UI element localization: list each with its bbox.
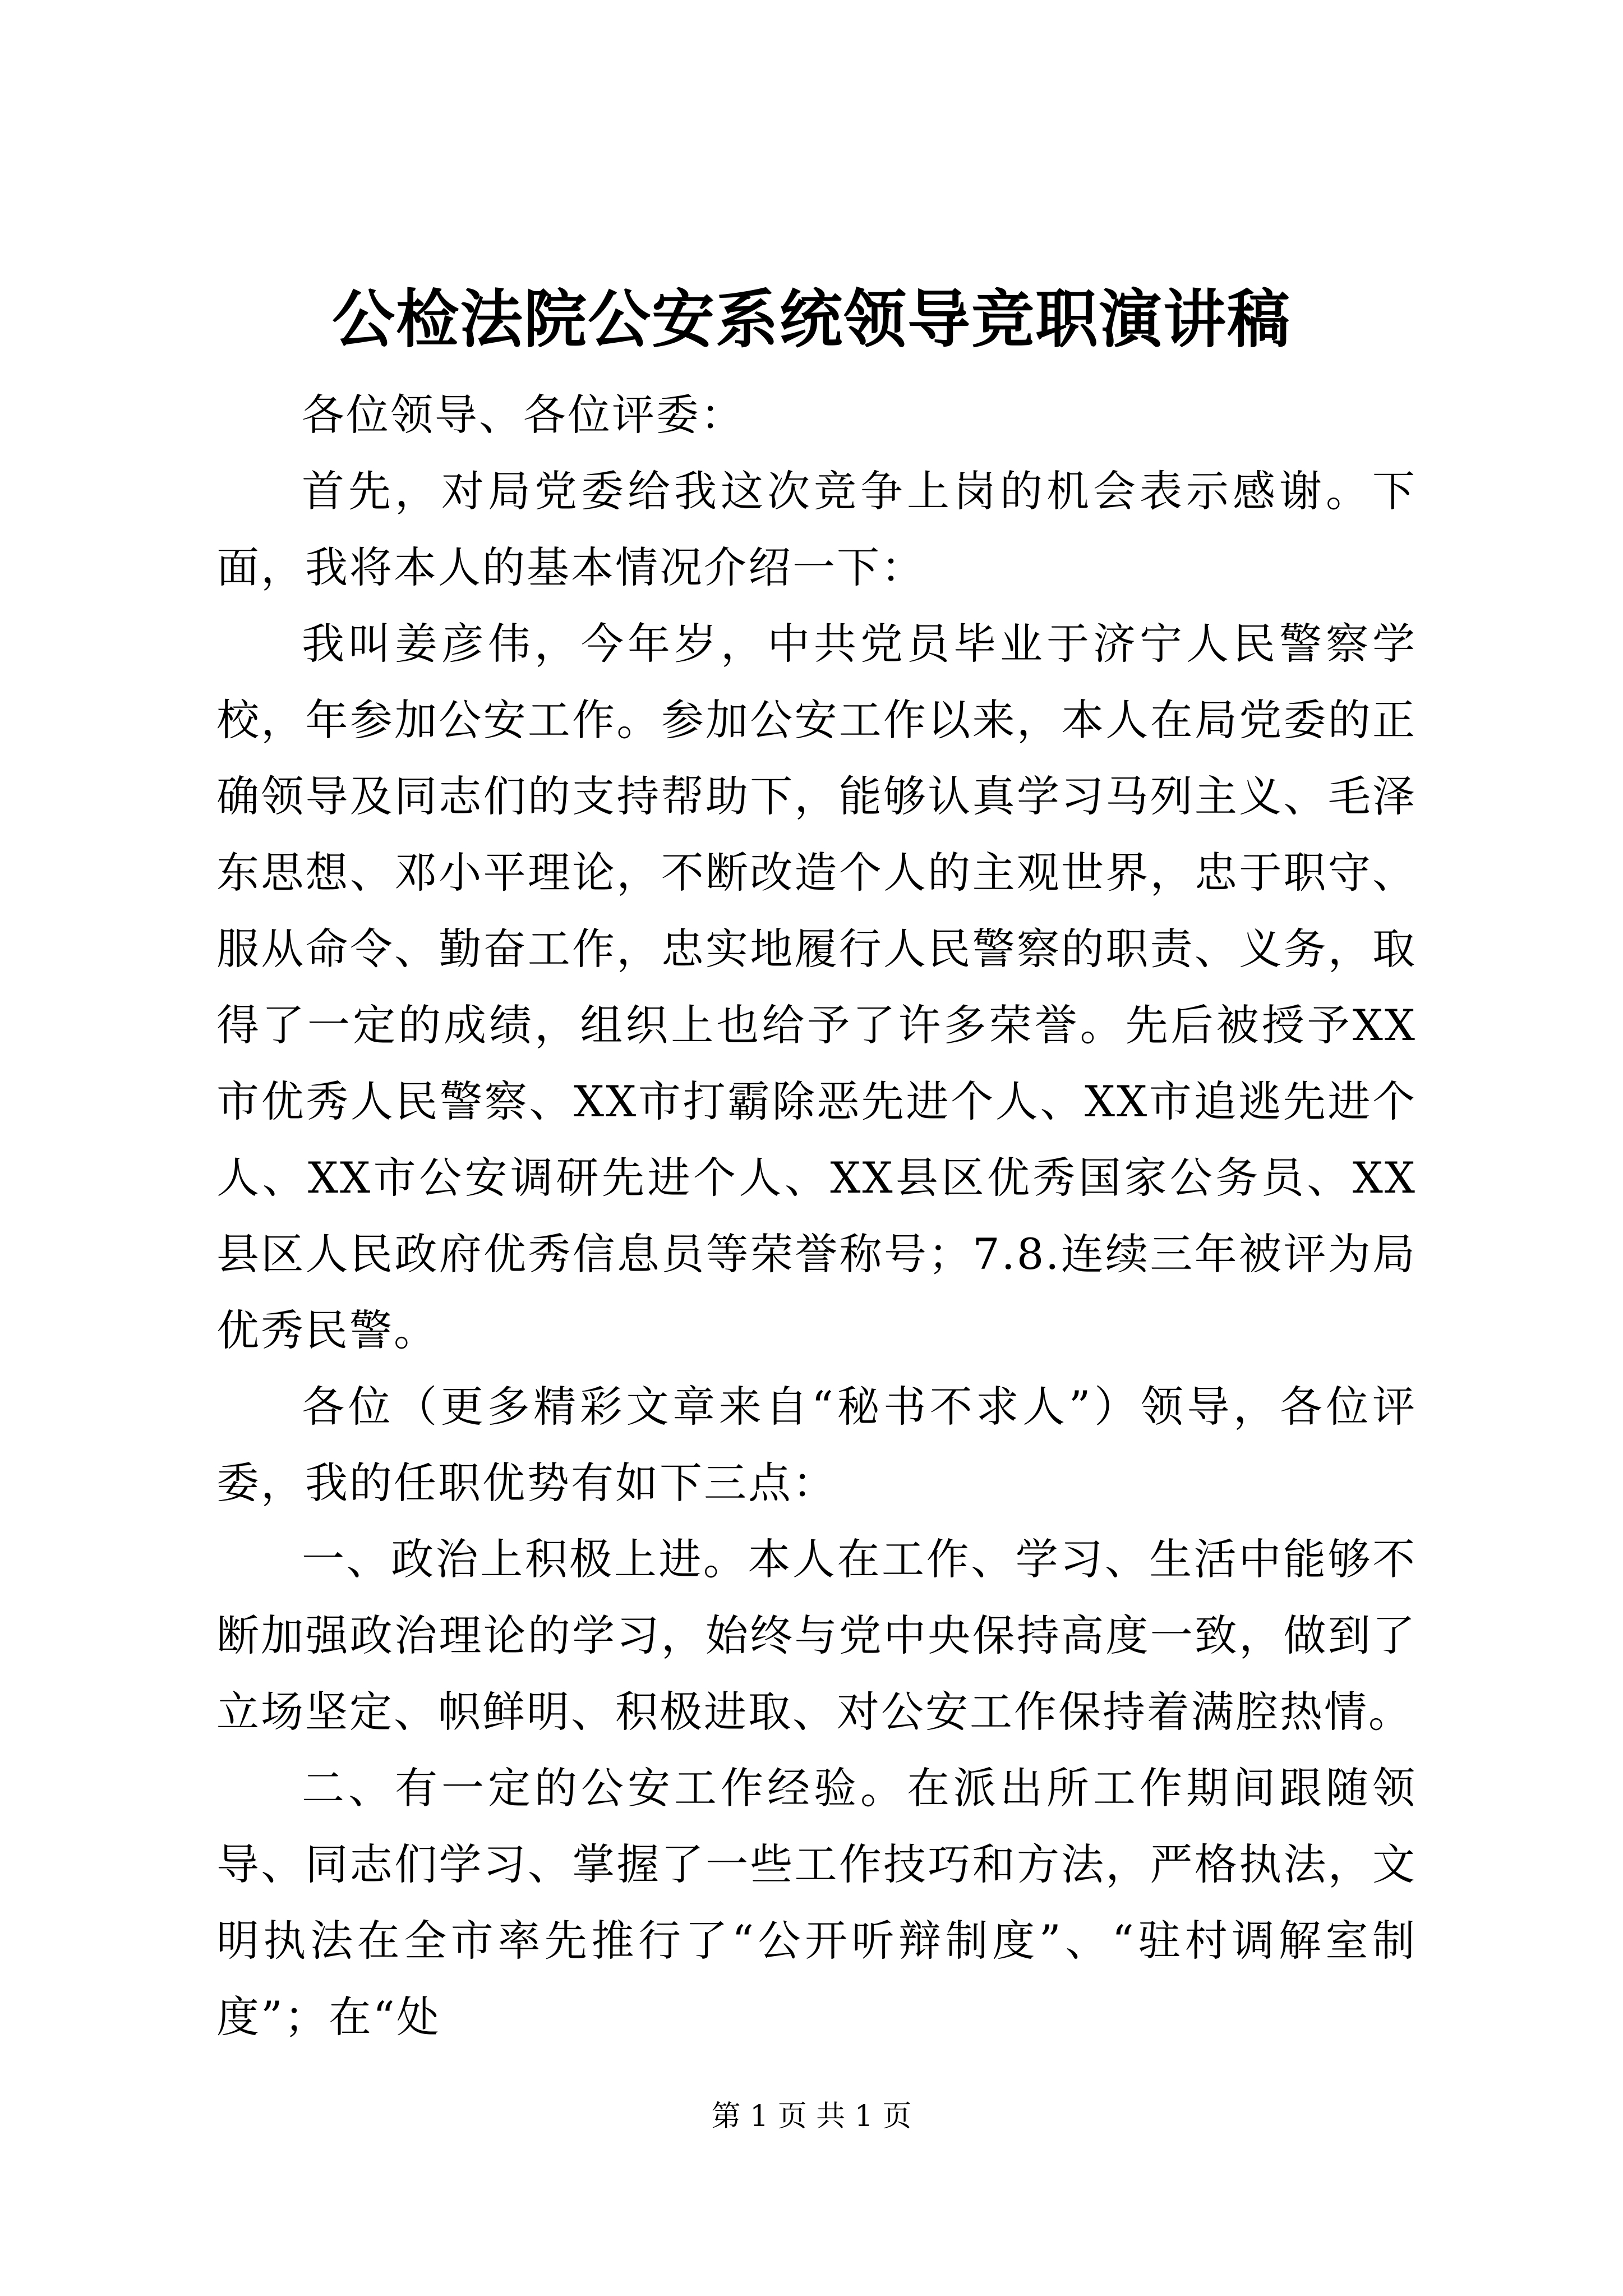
paragraph-salutation: 各位领导、各位评委：	[302, 390, 745, 440]
paragraph-advantages-intro: 各位（更多精彩文章来自“秘书不求人”）领导，各位评委，我的任职优势有如下三点：	[216, 1382, 1417, 1508]
paragraph-advantage-political: 一、政治上积极上进。本人在工作、学习、生活中能够不断加强政治理论的学习，始终与党中央保持高度一致，做到了立场坚定、帜鲜明、积极进取、对公安工作保持着满腔热情。	[216, 1534, 1417, 1737]
paragraph-advantage-experience: 二、有一定的公安工作经验。在派出所工作期间跟随领导、同志们学习、掌握了一些工作技巧和方法，严格执法，文明执法在全市率先推行了“公开听辩制度”、“驻村调解室制度”；在“处	[216, 1763, 1417, 2042]
document-body	[216, 377, 1417, 2055]
page-footer: 第 1 页 共 1 页	[711, 2100, 912, 2133]
document-title: 公检法院公安系统领导竞职演讲稿	[332, 283, 1291, 356]
paragraph-background: 我叫姜彦伟，今年岁，中共党员毕业于济宁人民警察学校，年参加公安工作。参加公安工作以来，本人在局党委的正确领导及同志们的支持帮助下，能够认真学习马列主义、毛泽东思想、邓小平理论，不断改造个人的主观世界，忠于职守、服从命令、勤奋工作，忠实地履行人民警察的职责、义务，取得了一定的成绩，组织上也给予了许多荣誉。先后被授予XX市优秀人民警察、XX市打霸除恶先进个人、XX市追逃先进个人、XX市公安调研先进个人、XX县区优秀国家公务员、XX县区人民政府优秀信息员等荣誉称号；7.8.连续三年被评为局优秀民警。	[216, 619, 1417, 1355]
paragraph-introduction: 首先，对局党委给我这次竞争上岗的机会表示感谢。下面，我将本人的基本情况介绍一下：	[216, 466, 1417, 592]
